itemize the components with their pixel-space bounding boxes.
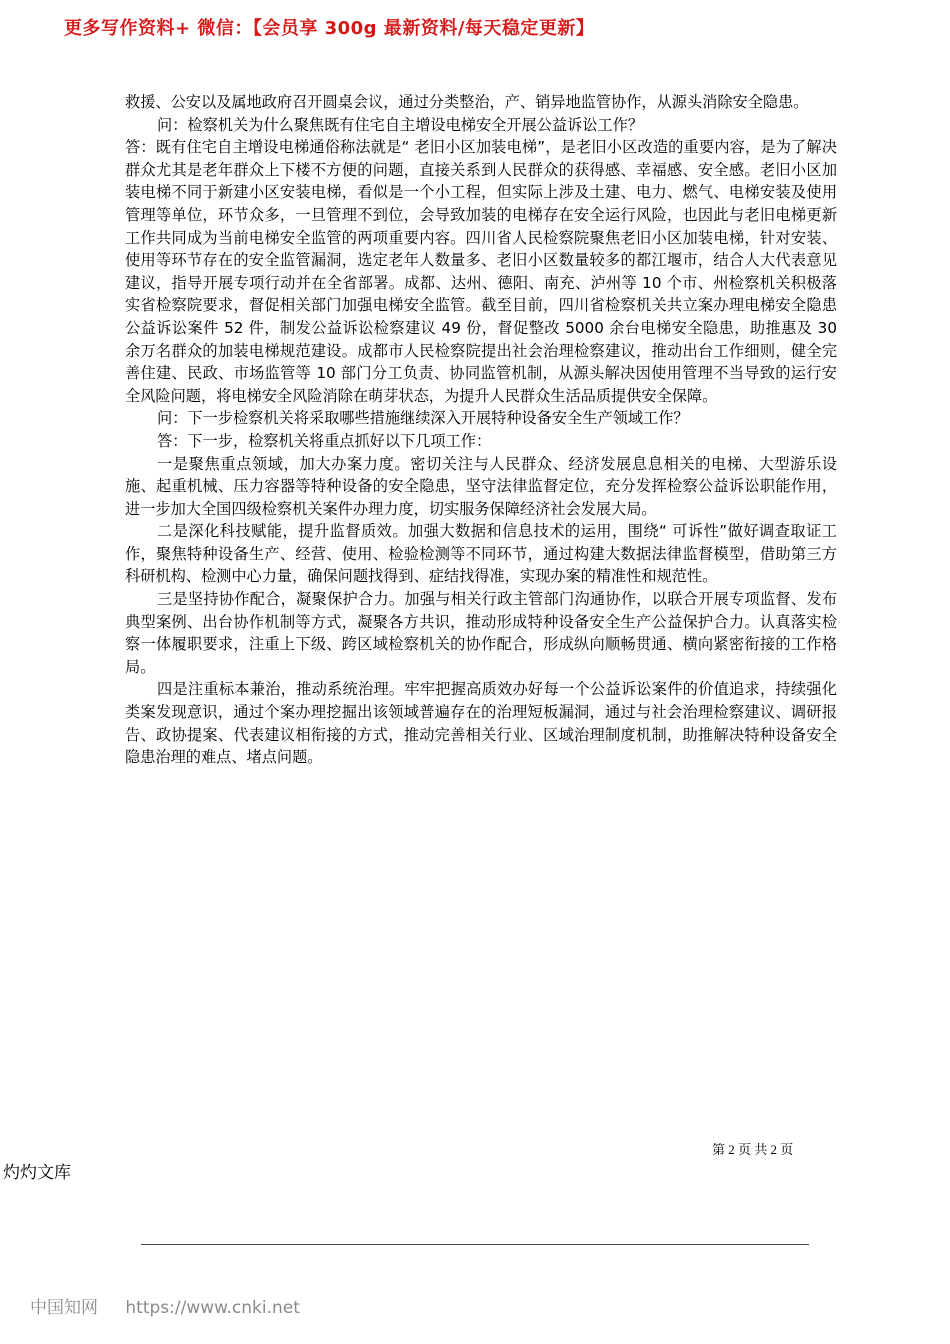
cnki-url-link[interactable]: https://www.cnki.net xyxy=(125,1298,300,1318)
paragraph: 答：既有住宅自主增设电梯通俗称法就是“ 老旧小区加装电梯”，是老旧小区改造的重要内容，是为了解决群众尤其是老年群众上下楼不方便的问题，直接关系到人民群众的获得感、幸福感、安全感。老旧小区加装电梯不同于新建小区安装电梯，看似是一个小工程，但实际上涉及土建、电力、燃气、电梯安装及使用管理等单位，环节众多，一旦管理不到位，会导致加装的电梯存在安全运行风险，也因此与老旧电梯更新工作共同成为当前电梯安全监管的两项重要内容。四川省人民检察院聚焦老旧小区加装电梯，针对安装、使用等环节存在的安全监管漏洞，选定老年人数量多、老旧小区数量较多的都江堰市，结合人大代表意见建议，指导开展专项行动并在全省部署。成都、达州、德阳、南充、泸州等 10 个市、州检察机关积极落实省检察院要求，督促相关部门加强电梯安全监管。截至目前，四川省检察机关共立案办理电梯安全隐患公益诉讼案件 52 件，制发公益诉讼检察建议 49 份，督促整改 5000 余台电梯安全隐患，助推惠及 30 余万名群众的加装电梯规范建设。成都市人民检察院提出社会治理检察建议，推动出台工作细则，健全完善住建、民政、市场监管等 10 部门分工负责、协同监管机制，从源头解决因使用管理不当导致的运行安全风险问题，将电梯安全风险消除在萌芽状态，为提升人民群众生活品质提供安全保障。 xyxy=(125,138,837,405)
paragraph: 问：检察机关为什么聚焦既有住宅自主增设电梯安全开展公益诉讼工作？ xyxy=(157,115,643,134)
document-body xyxy=(125,91,837,769)
cnki-name: 中国知网 xyxy=(30,1298,98,1318)
page-number: 第 2 页 共 2 页 xyxy=(712,1142,794,1157)
library-brand: 灼灼文库 xyxy=(3,1163,71,1183)
paragraph: 问：下一步检察机关将采取哪些措施继续深入开展特种设备安全生产领域工作？ xyxy=(157,409,689,428)
footer xyxy=(30,1293,300,1318)
paragraph: 答：下一步，检察机关将重点抓好以下几项工作： xyxy=(157,431,492,450)
promo-banner: 更多写作资料+ 微信：【会员享 300g 最新资料/每天稳定更新】 xyxy=(64,18,595,39)
footer-divider xyxy=(141,1244,809,1245)
paragraph: 四是注重标本兼治，推动系统治理。牢牢把握高质效办好每一个公益诉讼案件的价值追求，持续强化类案发现意识，通过个案办理挖掘出该领域普遍存在的治理短板漏洞，通过与社会治理检察建议、调研报告、政协提案、代表建议相衔接的方式，推动完善相关行业、区域治理制度机制，助推解决特种设备安全隐患治理的难点、堵点问题。 xyxy=(125,680,837,767)
paragraph: 三是坚持协作配合，凝聚保护合力。加强与相关行政主管部门沟通协作，以联合开展专项监督、发布典型案例、出台协作机制等方式，凝聚各方共识，推动形成特种设备安全生产公益保护合力。认真落实检察一体履职要求，注重上下级、跨区域检察机关的协作配合，形成纵向顺畅贯通、横向紧密衔接的工作格局。 xyxy=(125,590,837,676)
paragraph: 二是深化科技赋能，提升监督质效。加强大数据和信息技术的运用，围绕“ 可诉性”做好调查取证工作，聚焦特种设备生产、经营、使用、检验检测等不同环节，通过构建大数据法律监督模型，借助第三方科研机构、检测中心力量，确保问题找得到、症结找得准，实现办案的精准性和规范性。 xyxy=(125,522,837,586)
paragraph: 一是聚焦重点领域，加大办案力度。密切关注与人民群众、经济发展息息相关的电梯、大型游乐设施、起重机械、压力容器等特种设备的安全隐患，坚守法律监督定位，充分发挥检察公益诉讼职能作用，进一步加大全国四级检察机关案件办理力度，切实服务保障经济社会发展大局。 xyxy=(125,454,837,518)
paragraph: 救援、公安以及属地政府召开圆桌会议，通过分类整治，产、销异地监管协作，从源头消除安全隐患。 xyxy=(125,93,809,111)
